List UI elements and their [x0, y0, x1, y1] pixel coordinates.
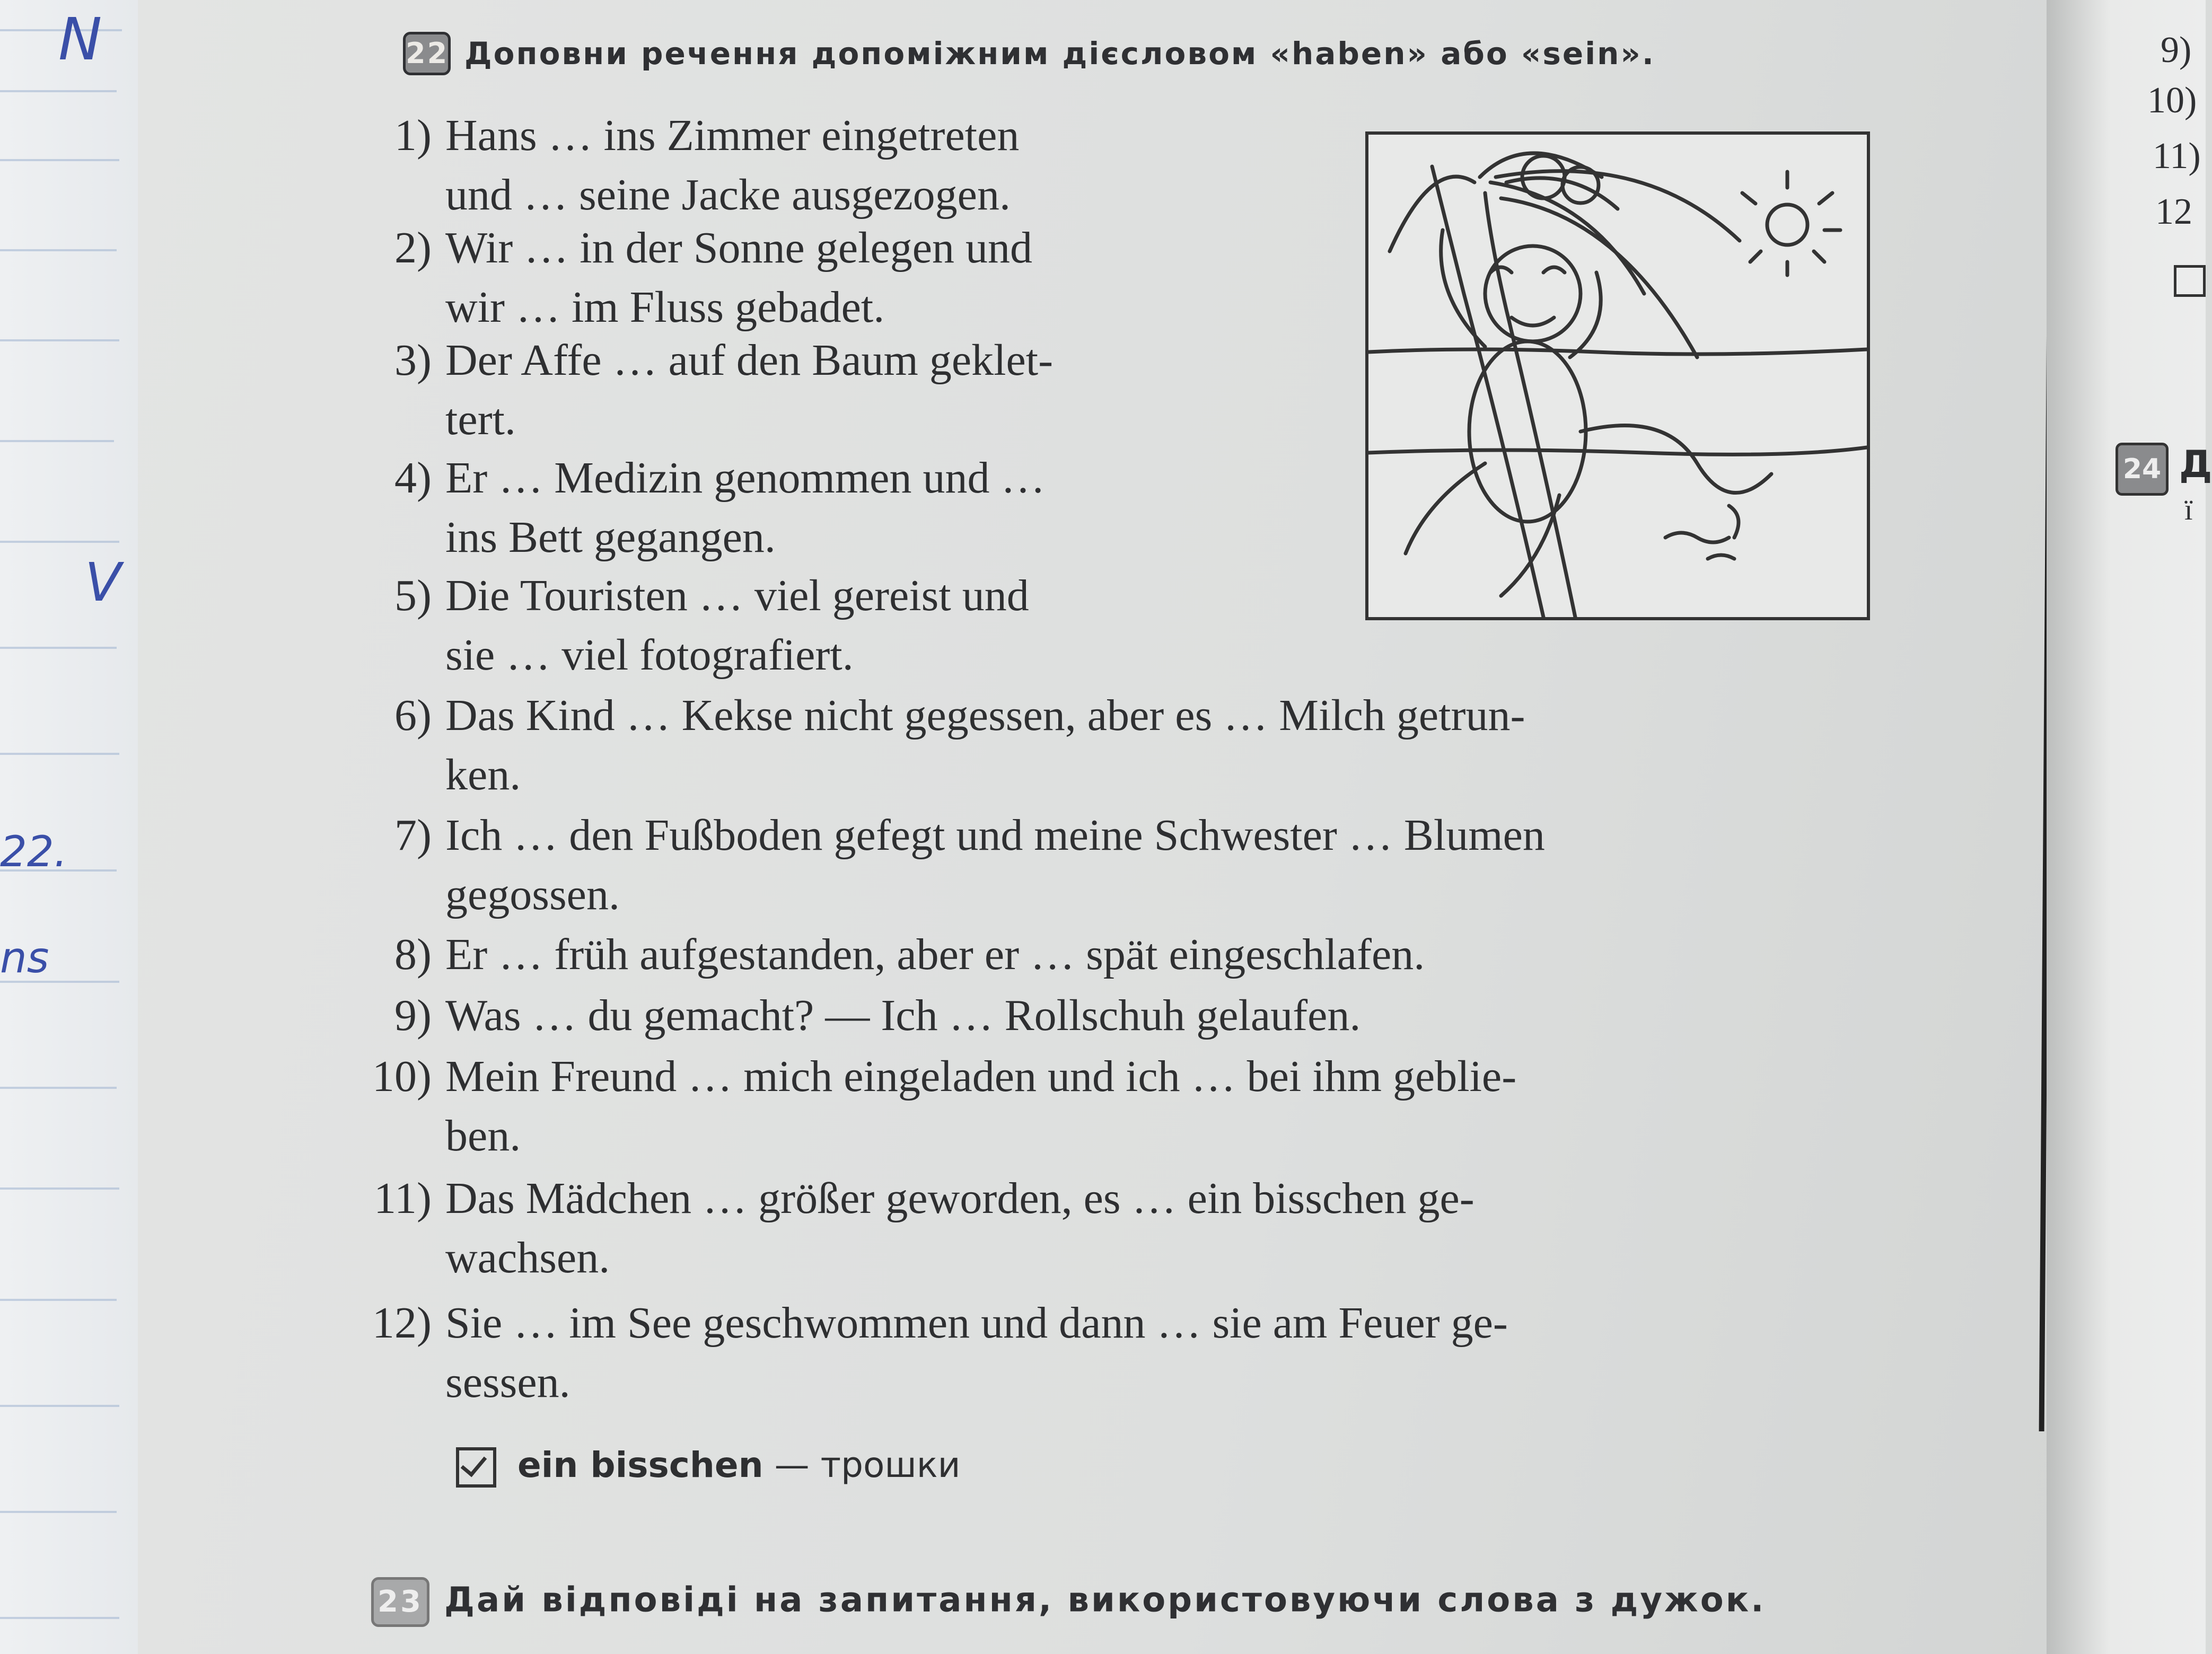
sentence-line: wachsen.	[445, 1233, 610, 1282]
sentence-line: gegossen.	[445, 870, 620, 919]
sentence-number: 7)	[394, 811, 432, 860]
right-exercise-letter: Д	[2179, 443, 2212, 486]
sentence-line: Die Touristen … viel gereist und	[445, 571, 1029, 620]
sentence-line: Das Mädchen … größer geworden, es … ein bisschen ge-	[445, 1174, 1474, 1223]
notebook-line	[0, 1511, 117, 1513]
sentence-item	[394, 686, 1525, 805]
sentence-number: 3)	[394, 336, 432, 385]
sentence-number: 5)	[394, 571, 432, 620]
sentence-number: 11)	[374, 1174, 432, 1223]
notebook-line	[0, 440, 114, 442]
sentence-item	[394, 331, 1054, 450]
sentence-number: 1)	[394, 111, 432, 160]
monkey-climbing-palm-tree-icon	[1365, 131, 1870, 620]
sentence-item	[394, 925, 1425, 984]
sentence-line: sie … viel fotografiert.	[445, 630, 854, 680]
right-exercise-subletter: ї	[2184, 494, 2193, 526]
vocabulary-translation: трошки	[820, 1445, 961, 1485]
notebook-line	[0, 541, 119, 543]
sentence-line: Er … früh aufgestanden, aber er … spät eingeschlafen.	[445, 930, 1425, 979]
notebook-line	[0, 1087, 117, 1089]
sentence-line: wir … im Fluss gebadet.	[445, 283, 885, 332]
sentence-item	[372, 1047, 1517, 1166]
sentence-number: 8)	[394, 930, 432, 979]
sentence-number: 2)	[394, 223, 432, 272]
sentence-line: Sie … im See geschwommen und dann … sie am Feuer ge-	[445, 1298, 1508, 1348]
right-page-number: 12	[2155, 191, 2192, 232]
sentence-item	[374, 1169, 1474, 1288]
next-exercise-number-badge: 23	[371, 1577, 429, 1627]
sentence-line: ken.	[445, 750, 521, 799]
sentence-item	[394, 218, 1033, 337]
next-exercise-instruction: Дай відповіді на запитання, використовуючи слова з дужок.	[444, 1580, 1766, 1620]
sentence-number: 6)	[394, 691, 432, 740]
sentence-line: ins Bett gegangen.	[445, 513, 776, 562]
sentence-line: Das Kind … Kekse nicht gegessen, aber es … Milch getrun-	[445, 691, 1525, 740]
sentence-number: 12)	[372, 1298, 432, 1348]
notebook-line	[0, 647, 117, 649]
sentence-number: 9)	[394, 991, 432, 1040]
next-exercise-header	[371, 1577, 1766, 1627]
handwritten-mark: N	[58, 5, 102, 73]
handwritten-mark: V	[85, 551, 121, 613]
right-page-number: 10)	[2147, 80, 2197, 121]
sentence-item	[394, 986, 1361, 1045]
right-page	[2047, 0, 2206, 1654]
sentence-line: Er … Medizin genommen und …	[445, 453, 1046, 503]
sentence-number: 10)	[372, 1052, 432, 1101]
sentence-item	[372, 1294, 1508, 1412]
sentence-line: ben.	[445, 1111, 521, 1160]
sentence-line: Hans … ins Zimmer eingetreten	[445, 111, 1020, 160]
notebook-line	[0, 1299, 117, 1301]
sentence-item	[394, 448, 1046, 567]
vocabulary-dash: —	[774, 1445, 810, 1485]
exercise-number-badge: 22	[403, 32, 451, 75]
vocabulary-note	[456, 1445, 961, 1488]
sentence-number: 4)	[394, 453, 432, 503]
notebook-line	[0, 1405, 119, 1407]
sentence-line: Der Affe … auf den Baum geklet-	[445, 336, 1054, 385]
notebook-line	[0, 159, 119, 161]
handwritten-mark: 22.	[0, 827, 68, 876]
illustration-drawing	[1368, 135, 1867, 617]
sentence-line: Mein Freund … mich eingeladen und ich … bei ihm geblie-	[445, 1052, 1517, 1101]
handwritten-mark: ns	[0, 933, 49, 982]
notebook-line	[0, 339, 119, 341]
exercise-header	[403, 32, 1655, 75]
sentence-item	[394, 806, 1545, 925]
sentence-line: tert.	[445, 395, 516, 444]
sentence-line: Wir … in der Sonne gelegen und	[445, 223, 1033, 272]
notebook-line	[0, 90, 117, 92]
right-page-number: 11)	[2153, 136, 2201, 177]
checkbox-icon	[2174, 265, 2206, 297]
exercise-instruction: Доповни речення допоміжним дієсловом «haben» або «sein».	[464, 36, 1655, 72]
sentence-item	[394, 106, 1272, 225]
vocabulary-word: ein bisschen	[517, 1445, 763, 1485]
right-page-number: 9)	[2161, 30, 2192, 71]
notebook-line	[0, 753, 119, 755]
sentence-line: und … seine Jacke ausgezogen.	[445, 170, 1011, 219]
notebook-line	[0, 249, 117, 251]
notebook-line	[0, 1617, 119, 1619]
sentence-line: Was … du gemacht? — Ich … Rollschuh gelaufen.	[445, 991, 1361, 1040]
right-exercise-number-badge: 24	[2116, 443, 2169, 496]
checkbox-icon	[456, 1447, 496, 1488]
sentence-line: Ich … den Fußboden gefegt und meine Schwester … Blumen	[445, 811, 1545, 860]
sentence-item	[394, 566, 1029, 685]
notebook-page	[0, 0, 138, 1654]
notebook-line	[0, 1187, 119, 1190]
sentence-line: sessen.	[445, 1358, 570, 1407]
